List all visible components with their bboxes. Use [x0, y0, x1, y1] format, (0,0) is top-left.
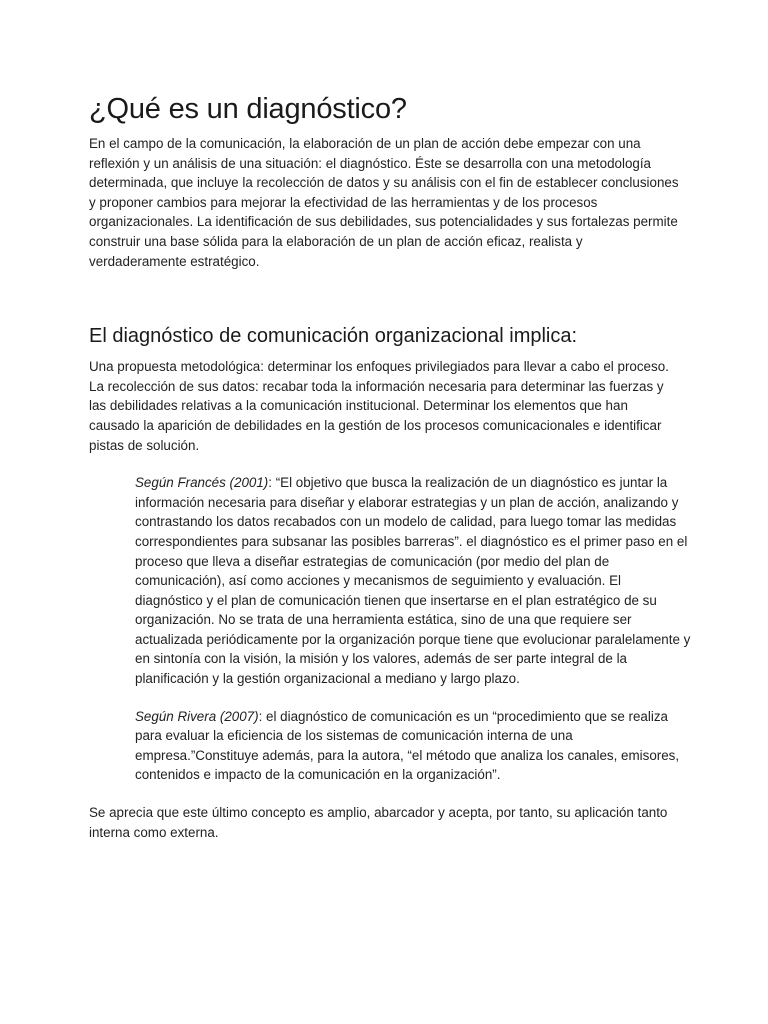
quote-frances — [135, 473, 692, 689]
closing-paragraph: Se aprecia que este último concepto es amplio, abarcador y acepta, por tanto, su aplicación tanto interna como externa. — [89, 805, 668, 840]
section-heading: El diagnóstico de comunicación organizacional implica: — [89, 325, 578, 348]
quote-rivera — [135, 707, 692, 785]
intro-paragraph: En el campo de la comunicación, la elaboración de un plan de acción debe empezar con una reflexión y un análisis de una situación: el diagnóstico. Éste se desarrolla con una metodología determinada, que incluye la recolección de datos y su análisis con el fin de establecer conclusiones y proponer cambios para mejorar la efectividad de las herramientas y de los procesos organizacionales. La identificación de sus debilidades, sus potencialidades y sus fortalezas permite construir una base sólida para la elaboración de un plan de acción eficaz, realista y verdaderamente estratégico. — [89, 136, 679, 269]
section-paragraph: Una propuesta metodológica: determinar los enfoques privilegiados para llevar a cabo el proceso. La recolección de sus datos: recabar toda la información necesaria para determinar las fuerzas y las debilidades relativas a la comunicación institucional. Determinar los elementos que han causado la aparición de debilidades en la gestión de los procesos comunicacionales e identificar pistas de solución. — [89, 359, 669, 453]
quote-text-frances: : “El objetivo que busca la realización de un diagnóstico es juntar la información necesaria para diseñar y elaborar estrategias y un plan de acción, analizando y contrastando los datos recabados con un modelo de calidad, para luego tomar las medidas correspondientes para subsanar las posibles barreras”. el diagnóstico es el primer paso en el proceso que lleva a diseñar estrategias de comunicación (por medio del plan de comunicación), así como acciones y mecanismos de seguimiento y evaluación. El diagnóstico y el plan de comunicación tienen que insertarse en el plan estratégico de su organización. No se trata de una herramienta estática, sino de una que requiere ser actualizada periódicamente por la organización porque tiene que evolucionar paralelamente y en sintonía con la visión, la misión y los valores, además de ser parte integral de la planificación y la gestión organizacional a mediano y largo plazo. — [135, 475, 691, 687]
quote-author-rivera: Según Rivera (2007) — [135, 708, 259, 724]
page-title: ¿Qué es un diagnóstico? — [89, 93, 407, 125]
quote-text-rivera: : el diagnóstico de comunicación es un “procedimiento que se realiza para evaluar la eficiencia de los sistemas de comunicación interna de una empresa.”Constituye además, para la autora, “el método que analiza los canales, emisores, contenidos e impacto de la comunicación en la organización”. — [135, 708, 680, 783]
quote-author-frances: Según Francés (2001) — [135, 475, 269, 491]
